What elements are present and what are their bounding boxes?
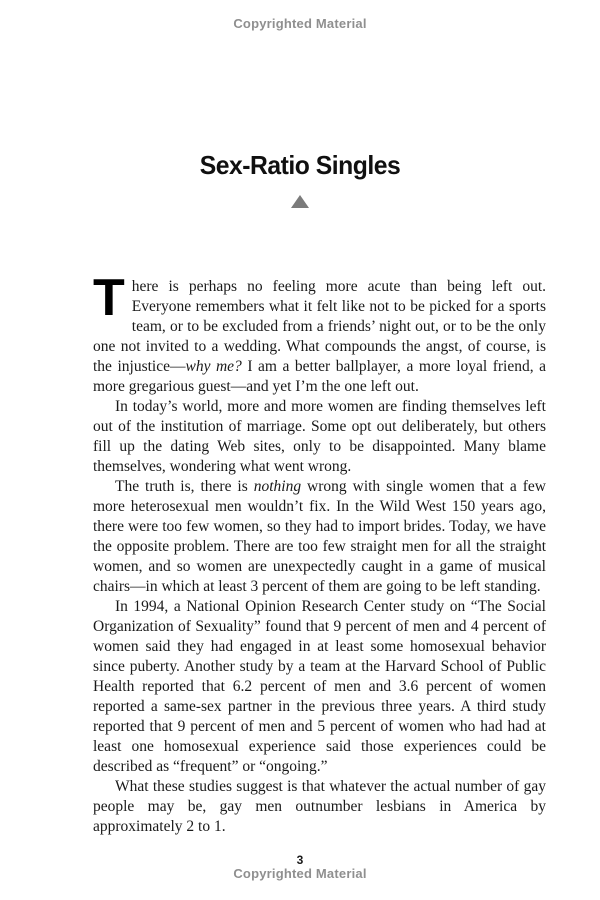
- text-run: here is perhaps no feeling more acute than being left out. Everyone remembers what it felt like not to be picked for a sports team, or to be excluded from a friends’ night out, or to be the only one not invited to a wedding. What compounds the angst, of course, is the injustice—: [93, 278, 546, 375]
- text-run: In today’s world, more and more women are finding themselves left out of the institution of marriage. Some opt out deliberately, but others fill up the dating Web sites, only to be disappointed. Many blame themselves, wondering what went wrong.: [93, 398, 546, 475]
- text-run: I am a better ballplayer, a more loyal friend, a more gregarious guest—and yet I’m the one left out.: [93, 358, 547, 395]
- chapter-title: Sex-Ratio Singles: [199, 150, 401, 180]
- text-run: The truth is, there is: [115, 478, 254, 495]
- paragraph: [93, 477, 546, 597]
- text-run: In 1994, a National Opinion Research Center study on “The Social Organization of Sexuality” found that 9 percent of men and 4 percent of women said they had engaged in at least some homosexual behavior since puberty. Another study by a team at the Harvard School of Public Health reported that 6.2 percent of men and 3.6 percent of women reported a same-sex partner in the previous three years. A third study reported that 9 percent of men and 5 percent of women who had had at least one homosexual experience said those experiences could be described as “frequent” or “ongoing.”: [93, 598, 546, 775]
- paragraph: [93, 269, 547, 397]
- page-number: 3: [296, 853, 304, 867]
- emphasized-text: nothing: [253, 478, 302, 495]
- drop-cap: T: [93, 269, 125, 327]
- text-run: wrong with single women that a few more heterosexual men wouldn’t fix. In the Wild West 150 years ago, there were too few women, so they had to import brides. Today, we have the opposite problem. There are too few straight men for all the straight women, and so women are unexpectedly caught in a game of musical chairs—in which at least 3 percent of them are going to be left standing.: [93, 478, 546, 595]
- copyright-notice-bottom: Copyrighted Material: [233, 866, 367, 881]
- body-text: [93, 269, 547, 837]
- paragraph: [93, 397, 546, 477]
- triangle-up-icon: [291, 195, 309, 208]
- text-run: What these studies suggest is that whatever the actual number of gay people may be, gay men outnumber lesbians in America by approximately 2 to 1.: [93, 778, 546, 835]
- paragraph: [93, 597, 546, 777]
- emphasized-text: why me?: [185, 358, 242, 375]
- paragraph: [93, 777, 546, 837]
- copyright-notice-top: Copyrighted Material: [233, 16, 367, 31]
